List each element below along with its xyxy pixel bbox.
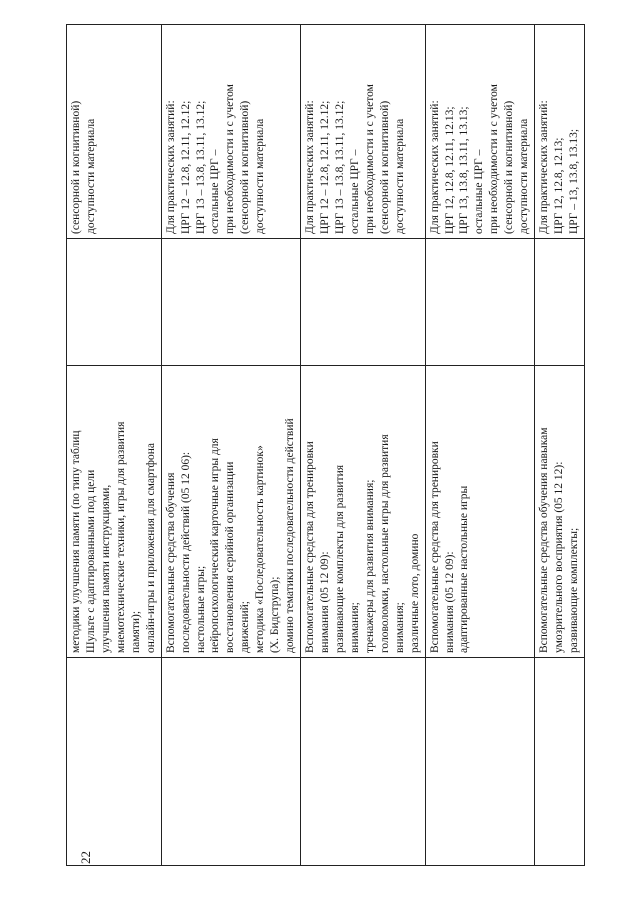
table-cell-col3	[161, 239, 300, 366]
cell-text-line: (сенсорной и когнитивной)	[70, 100, 82, 234]
cell-text-line: доступности материала	[393, 118, 406, 234]
cell-text-line: умозрительного восприятия (05 12 12):	[553, 461, 566, 653]
cell-text-line: тренажеры для развития внимания;	[363, 479, 376, 653]
table-row	[535, 25, 585, 866]
document-table	[66, 24, 585, 866]
page-number: 22	[78, 851, 93, 864]
table-cell-col2	[67, 366, 162, 658]
cell-text-line: при необходимости и с учетом	[224, 84, 237, 234]
cell-text-line: методика «Последовательность картинок»	[254, 445, 267, 653]
table-cell-col2	[425, 366, 535, 658]
table-cell-col2	[161, 366, 300, 658]
table-cell-col4	[67, 25, 162, 239]
rotated-table-container	[66, 25, 578, 866]
cell-text-line: остальные ЦРГ –	[348, 149, 361, 234]
table-cell-col1	[161, 658, 300, 866]
cell-text-line: движений;	[239, 601, 252, 653]
cell-text-line: Вспомогательные средства для тренировки	[304, 441, 317, 653]
table-cell-col1	[301, 658, 426, 866]
cell-text-line: внимания;	[393, 602, 406, 653]
cell-text-line: ЦРГ 13 – 13.8, 13.11, 13.12;	[333, 100, 346, 234]
cell-text-line: доступности материала	[84, 118, 97, 234]
cell-text-line: головоломки, настольные игры для развития	[378, 434, 391, 653]
cell-text-line: остальные ЦРГ –	[209, 149, 222, 234]
cell-text-line: ЦРГ 12, 12.8, 12.13;	[553, 137, 566, 234]
table-cell-col1	[425, 658, 535, 866]
table-cell-col4	[161, 25, 300, 239]
cell-text-line: внимания (05 12 09):	[319, 551, 331, 653]
cell-text-line: домино тематики последовательности действий	[284, 418, 297, 653]
cell-text-line: Вспомогательные средства обучения	[164, 472, 177, 653]
table-body	[67, 25, 585, 866]
cell-text-line: Для практических занятий:	[538, 100, 551, 234]
cell-text-line: ЦРГ 12 – 12.8, 12.11, 12.12;	[319, 100, 331, 234]
cell-text-line: онлайн-игры и приложения для смартфона	[144, 442, 157, 653]
cell-text-line: методики улучшения памяти (по типу таблиц	[70, 430, 82, 653]
cell-text-line: восстановления серийной организации	[224, 461, 237, 653]
cell-text-line: при необходимости и с учетом	[363, 84, 376, 234]
cell-text-line: остальные ЦРГ –	[473, 149, 486, 234]
cell-text-line: внимания (05 12 09):	[443, 551, 456, 653]
table-cell-col3	[301, 239, 426, 366]
cell-text-line: адаптированные настольные игры	[458, 485, 471, 653]
table-cell-col2	[535, 366, 585, 658]
cell-text-line: развивающие комплекты для развития	[333, 464, 346, 653]
table-cell-col4	[425, 25, 535, 239]
table-row	[161, 25, 300, 866]
cell-text-line: (сенсорной и когнитивной)	[378, 100, 391, 234]
cell-text-line: Для практических занятий:	[164, 100, 177, 234]
cell-text-line: улучшения памяти инструкциями,	[99, 484, 112, 653]
table-cell-col3	[425, 239, 535, 366]
cell-text-line: ЦРГ 12, 12.8, 12.11, 12.13;	[443, 106, 456, 234]
cell-text-line: (сенсорной и когнитивной)	[503, 100, 516, 234]
table-row	[425, 25, 535, 866]
table-cell-col1	[535, 658, 585, 866]
cell-text-line: нейропсихологический карточные игры для	[209, 438, 222, 653]
table-cell-col3	[67, 239, 162, 366]
cell-text-line: Для практических занятий:	[304, 100, 317, 234]
cell-text-line: Шульте с адаптированными под цели	[84, 469, 97, 653]
cell-text-line: Вспомогательные средства обучения навыкам	[538, 427, 551, 653]
cell-text-line: внимания;	[348, 602, 361, 653]
table-cell-col4	[301, 25, 426, 239]
cell-text-line: ЦРГ 13, 13.8, 13.11, 13.13;	[458, 106, 471, 234]
cell-text-line: (сенсорной и когнитивной)	[239, 100, 252, 234]
cell-text-line: памяти);	[129, 610, 142, 653]
cell-text-line: ЦРГ 13 – 13.8, 13.11, 13.12;	[194, 100, 207, 234]
table-cell-col4	[535, 25, 585, 239]
cell-text-line: (Х. Бидструпа);	[269, 576, 282, 653]
table-row	[301, 25, 426, 866]
table-cell-col1	[67, 658, 162, 866]
cell-text-line: доступности материала	[518, 118, 531, 234]
cell-text-line: настольные игры;	[194, 565, 207, 653]
cell-text-line: ЦРГ 12 – 12.8, 12.11, 12.12;	[179, 100, 192, 234]
cell-text-line: ЦРГ – 13, 13.8, 13.13;	[568, 128, 580, 234]
table-row	[67, 25, 162, 866]
cell-text-line: различные лото, домино	[408, 533, 421, 653]
table-cell-col3	[535, 239, 585, 366]
cell-text-line: Для практических занятий:	[428, 100, 441, 234]
table-cell-col2	[301, 366, 426, 658]
cell-text-line: мнемотехнические техники, игры для развития	[114, 421, 127, 653]
cell-text-line: при необходимости и с учетом	[488, 84, 501, 234]
cell-text-line: Вспомогательные средства для тренировки	[428, 441, 441, 653]
cell-text-line: последовательности действий (05 12 06):	[179, 451, 192, 653]
cell-text-line: доступности материала	[254, 118, 267, 234]
cell-text-line: развивающие комплекты;	[568, 527, 580, 653]
